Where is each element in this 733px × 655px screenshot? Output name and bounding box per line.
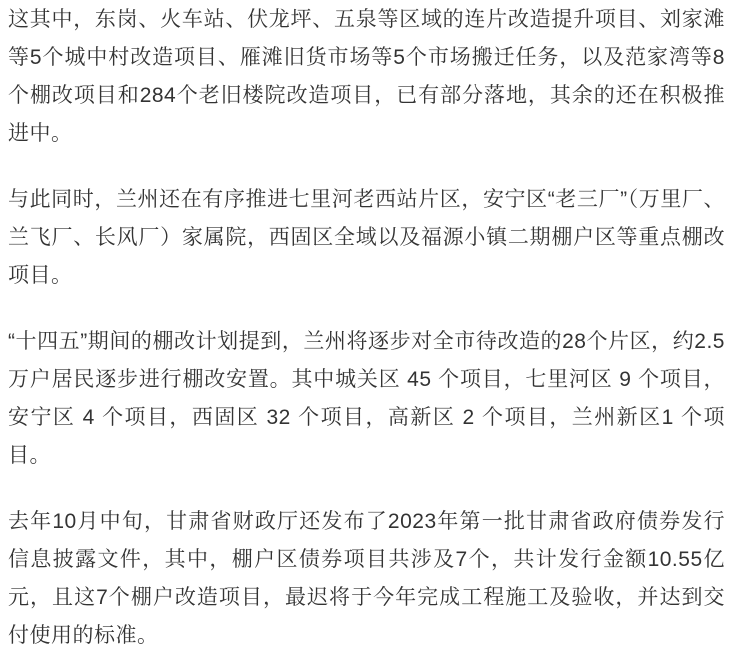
article-paragraph-1: 这其中，东岗、火车站、伏龙坪、五泉等区域的连片改造提升项目、刘家滩等5个城中村改造项目、雁滩旧货市场等5个市场搬迁任务，以及范家湾等8个棚改项目和284个老旧楼院改造项目，已有部分落地，其余的还在积极推进中。 bbox=[8, 8, 725, 145]
article-paragraph-3: “十四五”期间的棚改计划提到，兰州将逐步对全市待改造的28个片区，约2.5万户居民逐步进行棚改安置。其中城关区 45 个项目，七里河区 9 个项目，安宁区 4 个项目，西固区 32 个项目，高新区 2 个项目，兰州新区1 个项目。 bbox=[8, 330, 725, 467]
article-paragraph-2: 与此同时，兰州还在有序推进七里河老西站片区，安宁区“老三厂”（万里厂、兰飞厂、长风厂）家属院，西固区全域以及福源小镇二期棚户区等重点棚改项目。 bbox=[8, 188, 725, 287]
article-paragraph-4: 去年10月中旬，甘肃省财政厅还发布了2023年第一批甘肃省政府债券发行信息披露文件，其中，棚户区债券项目共涉及7个，共计发行金额10.55亿元，且这7个棚户改造项目，最迟将于今年完成工程施工及验收，并达到交付使用的标准。 bbox=[8, 510, 725, 647]
